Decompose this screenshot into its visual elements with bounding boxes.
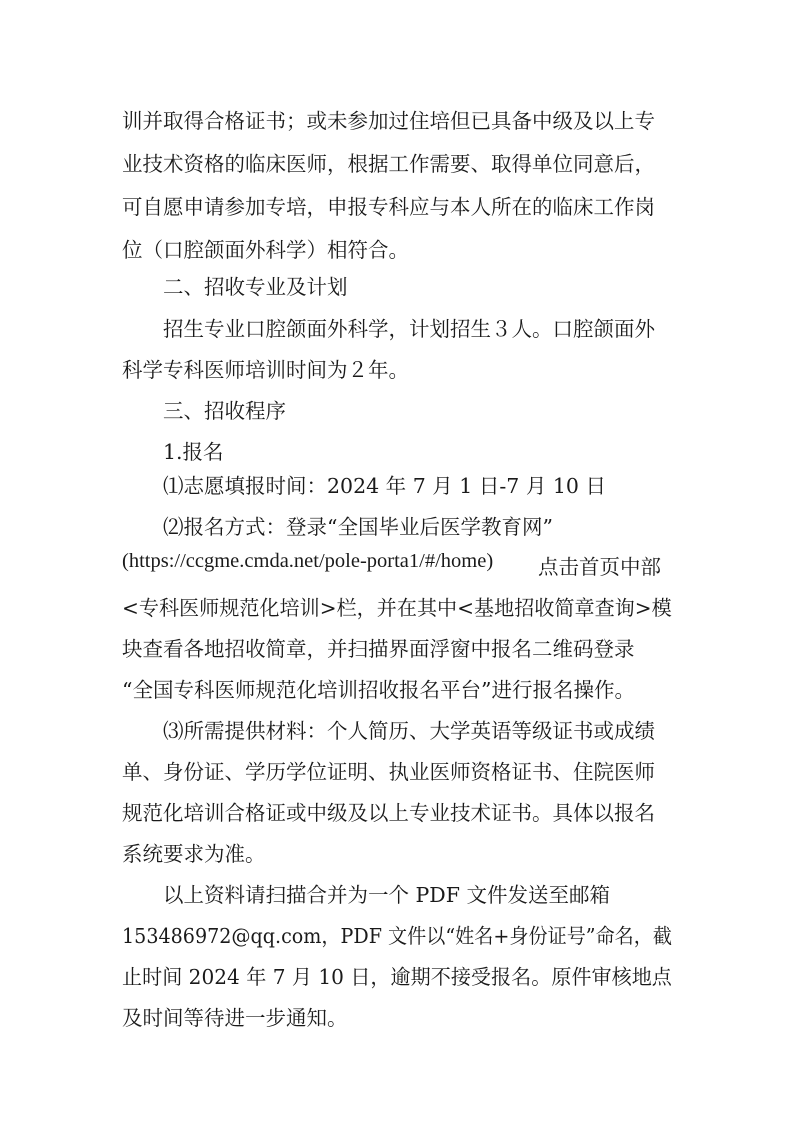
paragraph-line: <专科医师规范化培训>栏，并在其中<基地招收简章查询>模 — [122, 596, 672, 620]
paragraph-line: 可自愿申请参加专培，申报专科应与本人所在的临床工作岗 — [122, 195, 655, 219]
paragraph-line: 科学专科医师培训时间为２年。 — [122, 358, 409, 382]
paragraph-line: ⑴志愿填报时间：2024 年 7 月 1 日-7 月 10 日 — [163, 474, 606, 498]
paragraph-line: 153486972@qq.com，PDF 文件以“姓名+身份证号”命名，截 — [122, 924, 673, 948]
paragraph-line: 点击首页中部 — [538, 555, 661, 579]
paragraph-line: 规范化培训合格证或中级及以上专业技术证书。具体以报名 — [122, 801, 655, 825]
paragraph-line: 招生专业口腔颌面外科学，计划招生３人。口腔颌面外 — [163, 317, 655, 341]
paragraph-line: ⑶所需提供材料：个人简历、大学英语等级证书或成绩 — [163, 719, 655, 743]
subsection-heading: 1.报名 — [163, 440, 224, 464]
paragraph-line: 位（口腔颌面外科学）相符合。 — [122, 238, 409, 262]
section-heading: 二、招收专业及计划 — [163, 275, 348, 299]
section-heading: 三、招收程序 — [163, 399, 286, 423]
paragraph-line: 训并取得合格证书；或未参加过住培但已具备中级及以上专 — [122, 109, 655, 133]
paragraph-line: 块查看各地招收简章，并扫描界面浮窗中报名二维码登录 — [122, 637, 635, 661]
paragraph-line: ⑵报名方式：登录“全国毕业后医学教育网” — [163, 515, 553, 539]
paragraph-line: 止时间 2024 年 7 月 10 日，逾期不接受报名。原件审核地点 — [122, 965, 672, 989]
paragraph-line: 系统要求为准。 — [122, 842, 266, 866]
paragraph-line: 单、身份证、学历学位证明、执业医师资格证书、住院医师 — [122, 760, 655, 784]
paragraph-line: 及时间等待进一步通知。 — [122, 1006, 348, 1030]
website-url: (https://ccgme.cmda.net/pole-porta1/#/home) — [122, 550, 494, 572]
paragraph-line: 业技术资格的临床医师，根据工作需要、取得单位同意后， — [122, 152, 655, 176]
paragraph-line: “全国专科医师规范化培训招收报名平台”进行报名操作。 — [122, 678, 635, 702]
paragraph-line: 以上资料请扫描合并为一个 PDF 文件发送至邮箱 — [163, 883, 610, 907]
